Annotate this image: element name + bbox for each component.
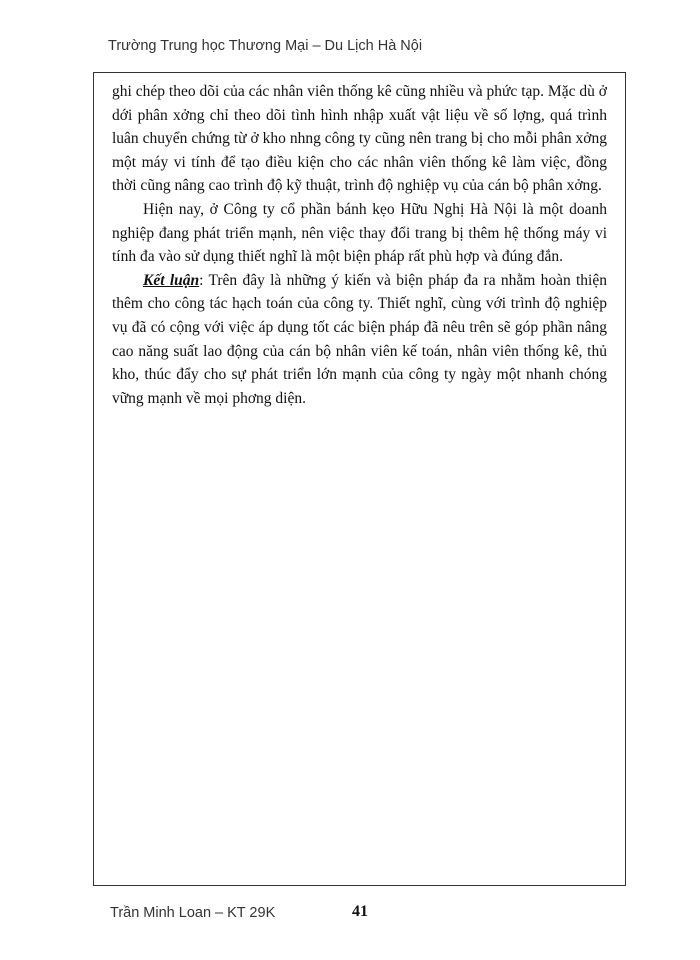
conclusion-text: : Trên đây là những ý kiến và biện pháp đa ra nhằm hoàn thiện thêm cho công tác hạch toán của công ty. Thiết nghĩ, cùng với trình độ nghiệp vụ đã có cộng với việc áp dụng tốt các biện pháp đã nêu trên sẽ góp phần nâng cao năng suất lao động của cán bộ nhân viên kế toán, nhân viên thống kê, thủ kho, thúc đẩy cho sự phát triển lớn mạnh của công ty ngày một nhanh chóng vững mạnh về mọi phơng diện.	[112, 271, 607, 407]
paragraph-3	[112, 269, 607, 411]
body-text	[112, 80, 607, 410]
paragraph-1: ghi chép theo dõi của các nhân viên thống kê cũng nhiều và phức tạp. Mặc dù ở dới phân xởng chỉ theo dõi tình hình nhập xuất vật liệu về số lợng, quá trình luân chuyển chứng từ ở kho nhng công ty cũng nên trang bị cho mỗi phân xởng một máy vi tính để tạo điều kiện cho các nhân viên thống kê làm việc, đồng thời cũng nâng cao trình độ kỹ thuật, trình độ nghiệp vụ của cán bộ phân xởng.	[112, 83, 607, 195]
footer-author: Trần Minh Loan – KT 29K	[110, 905, 276, 921]
page-header: Trường Trung học Thương Mại – Du Lịch Hà Nội	[108, 38, 423, 54]
paragraph-2: Hiện nay, ở Công ty cổ phần bánh kẹo Hữu Nghị Hà Nội là một doanh nghiệp đang phát triển mạnh, nên việc thay đổi trang bị thêm hệ thống máy vi tính đa vào sử dụng thiết nghĩ là một biện pháp rất phù hợp và đúng đắn.	[112, 200, 607, 266]
page-number: 41	[352, 903, 368, 920]
conclusion-label: Kết luận	[143, 271, 200, 289]
